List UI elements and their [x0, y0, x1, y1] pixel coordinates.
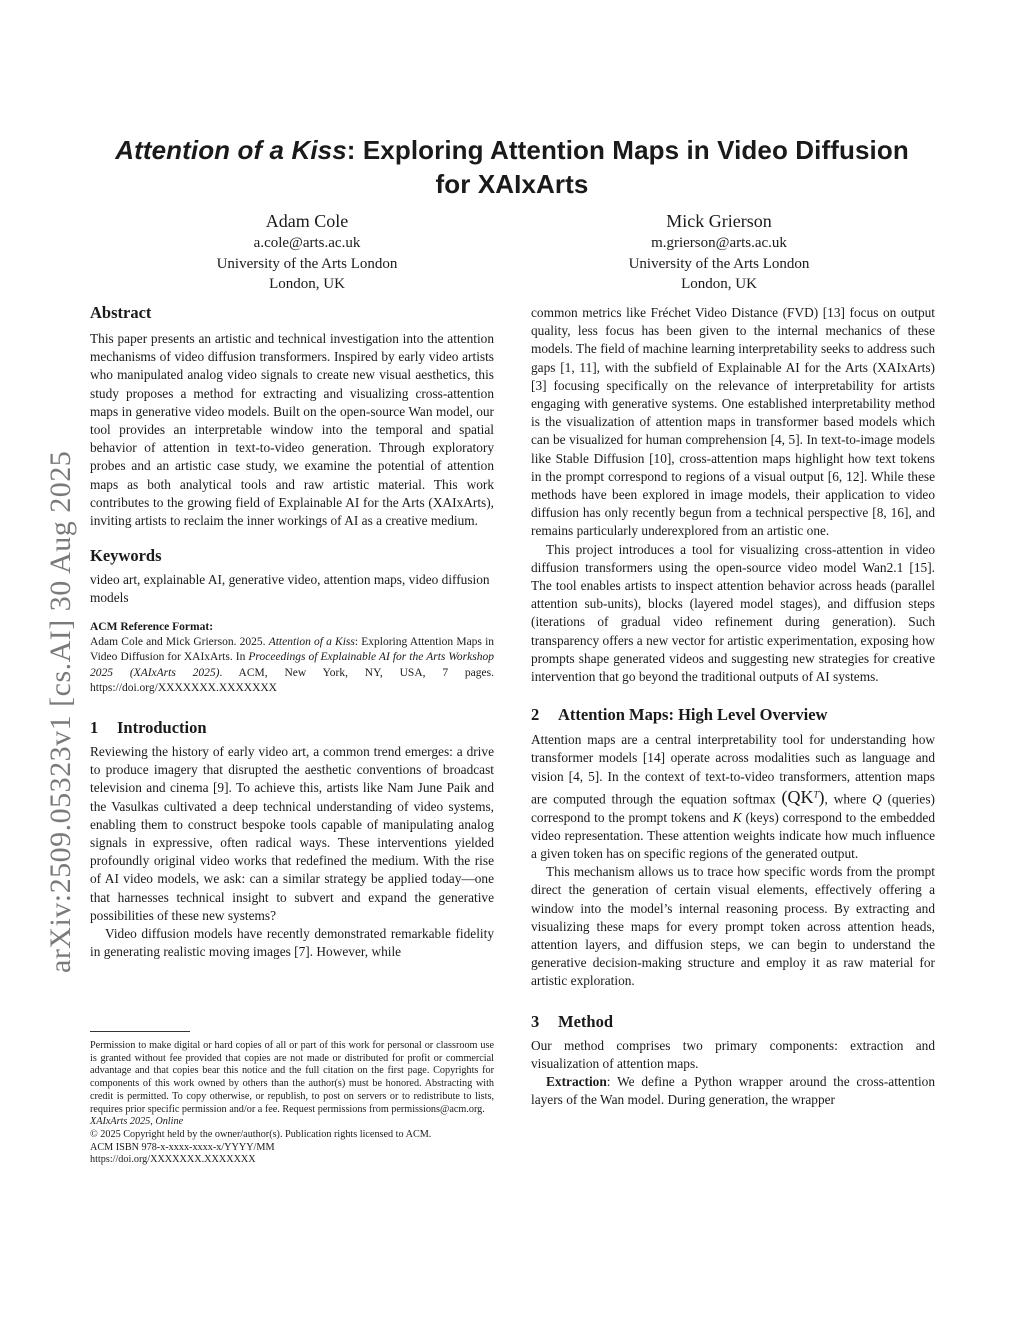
acm-ref-tail: . ACM, New York, NY, USA, 7 pages. https://doi.org/XXXXXXX.XXXXXXX — [90, 666, 494, 695]
author-affiliation: University of the Arts London — [628, 255, 810, 272]
section3-paragraph-2 — [531, 1073, 935, 1109]
section-title: Introduction — [117, 718, 207, 738]
author-location: London, UK — [269, 276, 345, 292]
arxiv-stamp: arXiv:2509.05323v1 [cs.AI] 30 Aug 2025 — [44, 450, 77, 973]
author-block-2 — [519, 209, 919, 295]
extraction-label: Extraction — [546, 1073, 607, 1089]
title-italic: Attention of a Kiss — [115, 135, 347, 165]
section-number: 2 — [531, 705, 540, 725]
permission-block — [90, 1040, 494, 1167]
acm-ref-title-italic: Attention of a Kiss — [268, 635, 355, 648]
acm-ref-title-rest: : Exploring Attention Maps in Video Diffusion for XAIxArts. In — [90, 635, 495, 664]
author-location: London, UK — [681, 276, 757, 292]
author-email: m.grierson@arts.ac.uk — [651, 235, 787, 251]
paper-title — [80, 133, 944, 201]
section3-paragraph-1: Our method comprises two primary components: extraction and visualization of attention maps. — [531, 1037, 935, 1071]
section-title: Attention Maps: High Level Overview — [558, 705, 828, 725]
s2-text-b: , where — [824, 791, 873, 807]
eq-sup: T — [813, 789, 819, 800]
venue: XAIxArts 2025, Online — [90, 1116, 184, 1128]
isbn: ACM ISBN 978-x-xxxx-xxxx-x/YYYY/MM — [90, 1141, 275, 1153]
section3-heading — [531, 1011, 935, 1033]
s2-text-d: (keys) correspond to the embedded video representation. These attention weights indicate how much influence a given token has on specific regions of the generated output. — [531, 809, 935, 861]
section2-paragraph-1 — [531, 731, 935, 863]
intro-heading — [90, 717, 494, 739]
extraction-text: : We define a Python wrapper around the cross-attention layers of the Wan model. During generation, the wrapper — [531, 1073, 935, 1108]
acm-ref-heading: ACM Reference Format: — [90, 620, 214, 633]
section-title: Method — [558, 1011, 613, 1031]
intro-paragraph-3: common metrics like Fréchet Video Distance (FVD) [13] focus on output quality, less focus has been given to the internal mechanics of these models. The field of machine learning interpretability seeks to address such gaps [1, 11], with the subfield of Explainable AI for the Arts (XAIxArts) [3] focusing specifically on the relevance of interpretability for artists engaging with generative systems. One established interpretability method is the visualization of attention maps in transformer based models which can be visualized for human comprehension [4, 5]. In text-to-image models like Stable Diffusion [10], cross-attention maps highlight how text tokens in the prompt correspond to regions of a visual output [6, 12]. While these methods have been explored in image models, their application to video diffusion has only recently begun from a technical perspective [8, 16], and remains particularly underexplored from an artistic one. — [531, 305, 935, 539]
author-name: Adam Cole — [265, 211, 349, 231]
abstract-heading: Abstract — [90, 303, 152, 322]
author-affiliation: University of the Arts London — [216, 255, 398, 272]
equation — [781, 787, 825, 808]
s2-text-a: Attention maps are a central interpretability tool for understanding how transformer models [14] operate across modalities such as language and vision [4, 5]. In the context of text-to-video transformers, attention maps are computed through the equation softmax — [531, 732, 935, 807]
permission-text: Permission to make digital or hard copies of all or part of this work for personal or classroom use is granted without fee provided that copies are not made or distributed for profit or commercial advantage and that copies bear this notice and the full citation on the first page. Copyrights for components of this work owned by others than the author(s) must be honored. Abstracting with credit is permitted. To copy otherwise, or republish, to post on servers or to redistribute to lists, requires prior specific permission and/or a fee. Request permissions from permissions@acm.org. — [90, 1040, 494, 1115]
intro-paragraph-1: Reviewing the history of early video art, a common trend emerges: a drive to produce imagery that disrupted the aesthetic conventions of broadcast television and cinema [9]. To achieve this, artists like Nam June Paik and the Vasulkas cultivated a deep technical understanding of video systems, enabling them to construct bespoke tools capable of manipulating analog signals in expressive, often radical ways. These interventions yielded profoundly original video works that redefined the medium. With the rise of AI video models, we ask: can a similar strategy be applied today—one that harnesses technical insight to subvert and expand the generative possibilities of these new systems? — [90, 744, 494, 923]
intro-paragraph-4: This project introduces a tool for visualizing cross-attention in video diffusion transformers using the open-source video model Wan2.1 [15]. The tool enables artists to inspect attention behavior across heads (parallel attention sub-units), blocks (layered model stages), and diffusion steps (iterations of gradual video refinement during generation). Such transparency offers a new vector for artistic experimentation, exposing how prompts shape generated videos and suggesting new strategies for creative intervention that go beyond the traditional outputs of AI systems. — [531, 541, 935, 685]
section-number: 3 — [531, 1011, 540, 1031]
acm-ref-proceedings: Proceedings of Explainable AI for the Arts Workshop 2025 (XAIxArts 2025) — [90, 651, 494, 679]
keywords-text: video art, explainable AI, generative video, attention maps, video diffusion models — [90, 572, 490, 606]
title-line2: for XAIxArts — [435, 169, 589, 199]
copyright: © 2025 Copyright held by the owner/author(s). Publication rights licensed to ACM. — [90, 1128, 432, 1140]
acm-ref-text — [90, 635, 494, 697]
intro-paragraph-2: Video diffusion models have recently demonstrated remarkable fidelity in generating realistic moving images [7]. However, while — [90, 926, 494, 960]
s2-text-c: (queries) correspond to the prompt tokens and — [531, 791, 935, 825]
author-email: a.cole@arts.ac.uk — [253, 235, 361, 251]
abstract-text: This paper presents an artistic and technical investigation into the attention mechanisms of video diffusion transformers. Inspired by early video artists who manipulated analog video signals to create new visual aesthetics, this study proposes a method for extracting and visualizing cross-attention maps in generative video models. Built on the open-source Wan model, our tool provides an interpretable window into the temporal and spatial behavior of attention in text-to-video generation. Through exploratory probes and an artistic case study, we examine the potential of attention maps as both analytical tools and raw artistic material. This work contributes to the growing field of Explainable AI for the Arts (XAIxArts), inviting artists to reclaim the inner workings of AI as a creative medium. — [90, 331, 494, 529]
right-column — [531, 304, 935, 1109]
eq-body: (QK — [781, 787, 814, 808]
section2-paragraph-2: This mechanism allows us to trace how specific words from the prompt direct the generation of certain visual elements, effectively offering a window into the model’s internal reasoning process. By extracting and visualizing these maps for every prompt token across attention heads, attention layers, and diffusion steps, we can begin to understand the generative decision-making structure and employ it as raw material for artistic exploration. — [531, 864, 935, 989]
author-name: Mick Grierson — [666, 211, 772, 231]
author-block-1 — [107, 209, 507, 295]
eq-close: ) — [818, 787, 825, 808]
symbol-q: Q — [872, 791, 882, 807]
footnote-rule — [90, 1031, 190, 1032]
section-number: 1 — [90, 718, 99, 738]
acm-ref-authors: Adam Cole and Mick Grierson. 2025. — [90, 635, 269, 648]
title-rest: : Exploring Attention Maps in Video Diffusion — [346, 135, 909, 165]
keywords-heading: Keywords — [90, 546, 162, 566]
symbol-k: K — [732, 809, 742, 825]
section2-heading — [531, 704, 935, 726]
doi-link[interactable]: https://doi.org/XXXXXXX.XXXXXXX — [90, 1154, 256, 1166]
left-column — [90, 302, 494, 961]
